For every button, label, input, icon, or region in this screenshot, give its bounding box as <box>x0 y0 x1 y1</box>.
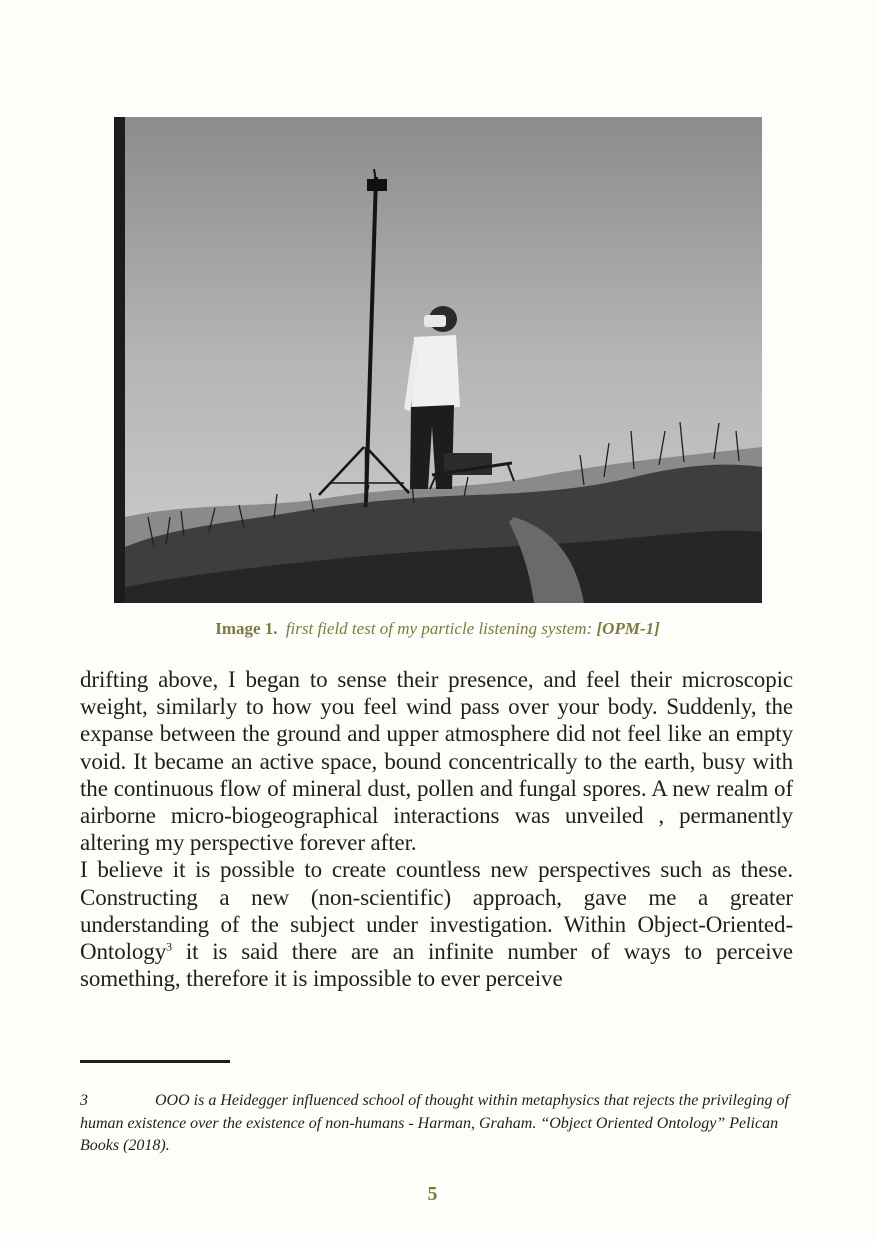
paragraph-2 <box>80 856 793 992</box>
footnote-marker[interactable]: 3 <box>166 939 172 954</box>
caption-code: [OPM-1] <box>596 619 660 638</box>
field-test-photo <box>114 117 762 603</box>
caption-description: first field test of my particle listening system: <box>285 619 593 638</box>
caption-label: Image 1. <box>215 619 278 638</box>
figure-caption <box>0 619 875 639</box>
footnote-number: 3 <box>80 1092 88 1109</box>
footnote-divider <box>80 1060 230 1063</box>
footnote-text: OOO is a Heidegger influenced school of thought within metaphysics that rejects the privileging of human existence over the existence of non-humans - Harman, Graham. “Object Oriented Ontology” Pelican Books (2018). <box>80 1092 789 1154</box>
paragraph-2-end: it is said there are an infinite number of ways to perceive something, therefore it is impossible to ever perceive <box>80 939 793 992</box>
footnote <box>80 1090 790 1158</box>
body-text <box>80 666 793 992</box>
page-number: 5 <box>427 1183 438 1205</box>
paragraph-2-start: I believe it is possible to create countless new perspectives such as these. Constructing a new (non-scientific) approach, gave me a greater understanding of the subject under investigation. Within Object-Oriented-Ontology <box>80 857 793 965</box>
paragraph-1: drifting above, I began to sense their presence, and feel their microscopic weight, similarly to how you feel wind pass over your body. Suddenly, the expanse between the ground and upper atmosphere did not feel like an empty void. It became an active space, bound concentrically to the earth, busy with the continuous flow of mineral dust, pollen and fungal spores. A new realm of airborne micro-biogeographical interactions was unveiled , permanently altering my perspective forever after. <box>80 667 793 856</box>
